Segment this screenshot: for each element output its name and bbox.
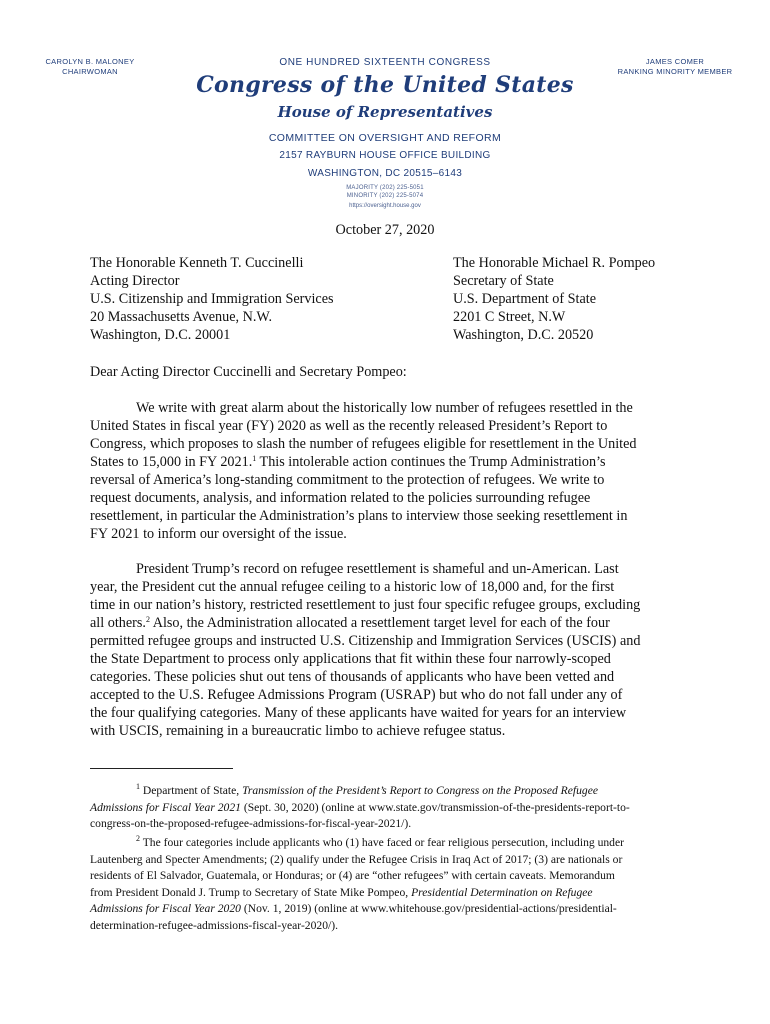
paragraph-line: resettlement, in particular the Administration’s plans to interview those seeking resettlement in — [90, 508, 628, 524]
committee-name: COMMITTEE ON OVERSIGHT AND REFORM — [268, 132, 502, 144]
footnote-line: Lautenberg and Specter Amendments; (2) qualify under the Refugee Crisis in Iraq Act of 2017; (3) are nationals or — [90, 852, 623, 866]
letter-date: October 27, 2020 — [335, 222, 435, 238]
paragraph-line: year, the President cut the annual refugee ceiling to a historic low of 18,000 and, for the first — [90, 579, 615, 595]
paragraph-line: United States in fiscal year (FY) 2020 as well as the recently released President’s Report to — [90, 418, 608, 434]
ranking-member-title: RANKING MINORITY MEMBER — [617, 67, 733, 76]
recipient-right-line: U.S. Department of State — [453, 291, 597, 307]
committee-url: https://oversight.house.gov — [349, 203, 421, 209]
footnote-2 — [90, 835, 690, 934]
paragraph-line — [90, 453, 682, 471]
body-paragraph-2 — [90, 560, 682, 740]
paragraph-line: categories. These policies shut out tens of thousands of applicants who have been vetted and — [90, 669, 615, 685]
footnote-divider — [90, 768, 233, 769]
recipient-left-line: The Honorable Kenneth T. Cuccinelli — [90, 255, 304, 271]
footnote-citation-title: Transmission of the President’s Report to Congress on the Proposed Refugee — [242, 784, 599, 797]
congress-number: ONE HUNDRED SIXTEENTH CONGRESS — [279, 57, 491, 68]
ranking-member-name: JAMES COMER — [645, 57, 705, 66]
congress-title: Congress of the United States — [196, 72, 574, 98]
footnote-link[interactable]: (Nov. 1, 2019) (online at www.whitehouse.gov/presidential-actions/presidential- — [240, 902, 617, 915]
majority-phone: MAJORITY (202) 225-5051 — [346, 185, 424, 191]
footnote-citation-title: Presidential Determination on Refugee — [411, 885, 593, 899]
footnote-line — [90, 885, 690, 902]
recipient-left-line: Acting Director — [90, 273, 180, 289]
paragraph-line: Congress, which proposes to slash the number of refugees eligible for resettlement in the United — [90, 436, 637, 452]
paragraph-line: the State Department to process only applications that fit within these four narrowly-scoped — [90, 651, 611, 667]
footnote-line: residents of El Salvador, Guatemala, or Honduras; or (4) are “other refugees” with certain caveats. Memorandum — [90, 869, 615, 882]
building-address: 2157 RAYBURN HOUSE OFFICE BUILDING — [279, 150, 491, 161]
recipient-right-line: The Honorable Michael R. Pompeo — [453, 255, 656, 271]
paragraph-line: time in our nation’s history, restricted resettlement to just four specific refugee groups, excluding — [90, 597, 641, 613]
footnote-text: Department of State, — [140, 784, 243, 797]
footnote-line — [90, 800, 690, 817]
footnote-line — [90, 835, 690, 852]
paragraph-line: FY 2021 to inform our oversight of the issue. — [90, 526, 347, 542]
recipient-right — [453, 254, 655, 344]
footnote-1 — [90, 783, 690, 833]
paragraph-line: President Trump’s record on refugee resettlement is shameful and un-American. Last — [136, 561, 619, 577]
recipient-left-line: 20 Massachusetts Avenue, N.W. — [90, 309, 273, 325]
paragraph-line: the four qualifying categories. Many of these applicants have waited for years for an interview — [90, 705, 627, 721]
footnote-text: from President Donald J. Trump to Secretary of State Mike Pompeo, — [90, 885, 412, 899]
paragraph-text: all others. — [90, 615, 146, 631]
city-address: WASHINGTON, DC 20515–6143 — [307, 168, 463, 179]
footnote-line[interactable]: congress-on-the-proposed-refugee-admissions-for-fiscal-year-2021/). — [90, 817, 412, 830]
footnote-number: 1 — [136, 782, 140, 791]
footnote-ref-2[interactable]: 2 — [145, 615, 150, 624]
recipient-left-line: Washington, D.C. 20001 — [90, 327, 231, 343]
house-title: House of Representatives — [277, 103, 493, 121]
paragraph-text: This intolerable action continues the Trump Administration’s — [256, 454, 606, 470]
paragraph-line — [90, 614, 682, 632]
recipient-right-line: Washington, D.C. 20520 — [453, 327, 594, 343]
paragraph-line: request documents, analysis, and information related to the policies surrounding refugee — [90, 490, 591, 506]
footnote-text: The four categories include applicants who (1) have faced or fear religious persecution, including under — [140, 836, 624, 849]
paragraph-line: We write with great alarm about the historically low number of refugees resettled in the — [136, 400, 633, 416]
footnote-line[interactable]: determination-refugee-admissions-fiscal-year-2020/). — [90, 918, 338, 932]
recipient-right-line: 2201 C Street, N.W — [453, 309, 566, 325]
paragraph-line: accepted to the U.S. Refugee Admissions Program (USRAP) but who do not fall under any of — [90, 687, 623, 703]
recipient-left — [90, 254, 334, 344]
minority-phone: MINORITY (202) 225-5074 — [346, 193, 424, 199]
footnote-citation-title: Admissions for Fiscal Year 2020 — [90, 902, 241, 915]
footnote-link[interactable]: (Sept. 30, 2020) (online at www.state.gov/transmission-of-the-presidents-report-to- — [240, 800, 630, 814]
recipient-left-line: U.S. Citizenship and Immigration Services — [90, 291, 334, 307]
footnote-line — [90, 783, 690, 800]
footnote-number: 2 — [136, 834, 140, 843]
footnote-citation-title: Admissions for Fiscal Year 2021 — [90, 800, 241, 814]
chair-title: CHAIRWOMAN — [62, 67, 118, 76]
chair-name: CAROLYN B. MALONEY — [45, 57, 135, 66]
salutation: Dear Acting Director Cuccinelli and Secretary Pompeo: — [90, 364, 407, 380]
footnote-ref-1[interactable]: 1 — [252, 454, 257, 463]
recipient-right-line: Secretary of State — [453, 273, 554, 289]
paragraph-line: reversal of America’s long-standing commitment to the protection of refugees. We write to — [90, 472, 605, 488]
paragraph-line: permitted refugee groups and instructed U.S. Citizenship and Immigration Services (USCIS) and — [90, 633, 641, 649]
paragraph-text: Also, the Administration allocated a resettlement target level for each of the four — [149, 615, 610, 631]
body-paragraph-1 — [90, 399, 682, 543]
footnote-line — [90, 901, 690, 918]
paragraph-line: with USCIS, remaining in a bureaucratic limbo to achieve refugee status. — [90, 723, 506, 739]
paragraph-text: States to 15,000 in FY 2021. — [90, 454, 253, 470]
